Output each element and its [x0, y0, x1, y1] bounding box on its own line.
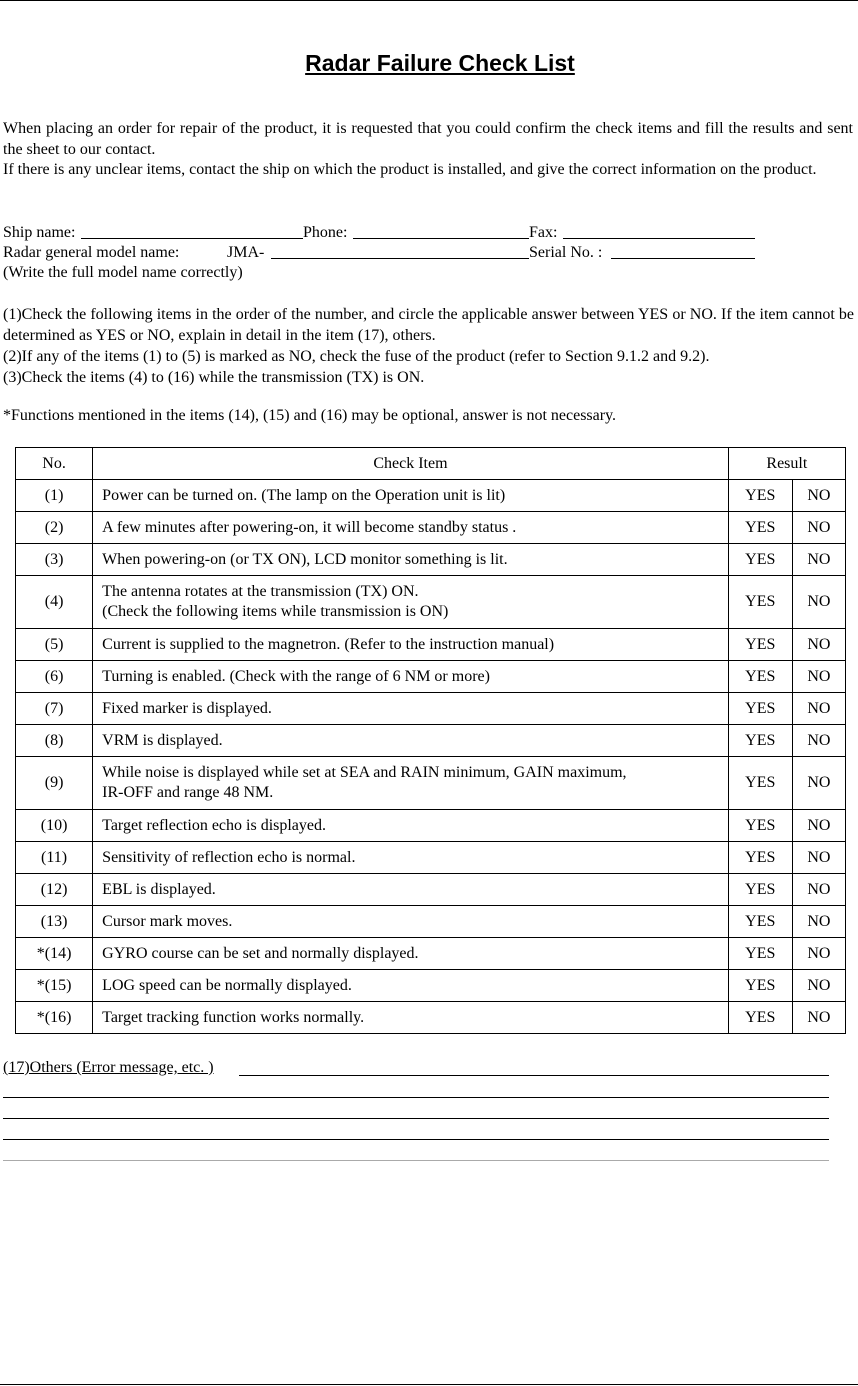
serial-label: Serial No. : — [529, 244, 603, 261]
check-item — [93, 512, 729, 544]
table-row — [16, 810, 846, 842]
intro-paragraph: If there is any unclear items, contact the ship on which the product is installed, and give the correct information on the product. — [3, 161, 817, 178]
serial-field[interactable] — [611, 243, 755, 259]
header-result: Result — [728, 448, 845, 480]
yes-option[interactable]: YES — [728, 938, 792, 970]
intro-paragraph: When placing an order for repair of the product, it is requested that you could confirm the check items and fill the results and sent the sheet to our contact. — [3, 120, 853, 158]
check-item — [93, 757, 729, 810]
no-option[interactable]: NO — [792, 938, 845, 970]
check-item — [93, 842, 729, 874]
phone-field[interactable] — [353, 223, 529, 239]
yes-option[interactable]: YES — [728, 629, 792, 661]
table-row — [16, 629, 846, 661]
check-item-text: Target tracking function works normally. — [102, 1008, 365, 1026]
row-number: (2) — [16, 512, 93, 544]
model-prefix: JMA- — [227, 244, 265, 261]
table-header-row — [16, 448, 846, 480]
no-option[interactable]: NO — [792, 1002, 845, 1034]
row-number: (6) — [16, 661, 93, 693]
table-row — [16, 693, 846, 725]
yes-option[interactable]: YES — [728, 757, 792, 810]
table-row — [16, 970, 846, 1002]
check-item-text: Sensitivity of reflection echo is normal. — [102, 848, 356, 866]
check-item-text: When powering-on (or TX ON), LCD monitor something is lit. — [102, 550, 508, 568]
check-item — [93, 938, 729, 970]
no-option[interactable]: NO — [792, 693, 845, 725]
check-item-text: Power can be turned on. (The lamp on the Operation unit is lit) — [102, 486, 506, 504]
yes-option[interactable]: YES — [728, 842, 792, 874]
model-note: (Write the full model name correctly) — [3, 264, 243, 281]
row-number: (8) — [16, 725, 93, 757]
check-table — [15, 447, 846, 1034]
instruction-2: (2)If any of the items (1) to (5) is marked as NO, check the fuse of the product (refer to Section 9.1.2 and 9.2). — [3, 348, 710, 365]
header-check-item: Check Item — [93, 448, 729, 480]
row-number: (11) — [16, 842, 93, 874]
instruction-1: (1)Check the following items in the order of the number, and circle the applicable answer between YES or NO. If the item cannot be determined as YES or NO, explain in detail in the item (17), others. — [3, 306, 854, 344]
fax-label: Fax: — [529, 224, 558, 241]
yes-option[interactable]: YES — [728, 512, 792, 544]
table-row — [16, 661, 846, 693]
page-title: Radar Failure Check List — [305, 50, 575, 76]
yes-option[interactable]: YES — [728, 693, 792, 725]
yes-option[interactable]: YES — [728, 576, 792, 629]
row-number: (5) — [16, 629, 93, 661]
instructions — [3, 304, 854, 388]
table-row — [16, 576, 846, 629]
check-item-text: Fixed marker is displayed. — [102, 699, 272, 717]
yes-option[interactable]: YES — [728, 725, 792, 757]
check-item-text: (Check the following items while transmission is ON) — [102, 603, 449, 620]
check-item-text: EBL is displayed. — [102, 880, 216, 898]
table-row — [16, 1002, 846, 1034]
model-name-field[interactable] — [271, 243, 529, 259]
no-option[interactable]: NO — [792, 725, 845, 757]
yes-option[interactable]: YES — [728, 810, 792, 842]
no-option[interactable]: NO — [792, 757, 845, 810]
check-item — [93, 693, 729, 725]
check-item-text: Turning is enabled. (Check with the range of 6 NM or more) — [102, 667, 490, 685]
no-option[interactable]: NO — [792, 480, 845, 512]
check-item — [93, 1002, 729, 1034]
no-option[interactable]: NO — [792, 544, 845, 576]
header-no: No. — [16, 448, 93, 480]
no-option[interactable]: NO — [792, 906, 845, 938]
check-item — [93, 874, 729, 906]
row-number: (12) — [16, 874, 93, 906]
yes-option[interactable]: YES — [728, 970, 792, 1002]
no-option[interactable]: NO — [792, 512, 845, 544]
check-item-text: Cursor mark moves. — [102, 912, 233, 930]
row-number: (13) — [16, 906, 93, 938]
others-section — [3, 1058, 829, 1161]
check-item — [93, 970, 729, 1002]
ship-name-field[interactable] — [81, 223, 303, 239]
row-number: (4) — [16, 576, 93, 629]
fax-field[interactable] — [563, 223, 755, 239]
row-number: (10) — [16, 810, 93, 842]
check-item-text: VRM is displayed. — [102, 731, 223, 749]
check-item-text: Current is supplied to the magnetron. (Refer to the instruction manual) — [102, 635, 555, 653]
instruction-3: (3)Check the items (4) to (16) while the transmission (TX) is ON. — [3, 369, 425, 386]
top-rule — [0, 0, 858, 1]
check-item — [93, 725, 729, 757]
check-item — [93, 629, 729, 661]
no-option[interactable]: NO — [792, 810, 845, 842]
table-row — [16, 725, 846, 757]
check-item — [93, 661, 729, 693]
table-row — [16, 480, 846, 512]
yes-option[interactable]: YES — [728, 480, 792, 512]
check-item — [93, 544, 729, 576]
check-item-text: A few minutes after powering-on, it will become standby status . — [102, 518, 517, 536]
no-option[interactable]: NO — [792, 970, 845, 1002]
check-item — [93, 906, 729, 938]
check-item-text: LOG speed can be normally displayed. — [102, 976, 352, 994]
row-number: (9) — [16, 757, 93, 810]
info-fields — [3, 223, 853, 283]
row-number: *(16) — [16, 1002, 93, 1034]
no-option[interactable]: NO — [792, 576, 845, 629]
no-option[interactable]: NO — [792, 842, 845, 874]
check-item-text: While noise is displayed while set at SEA and RAIN minimum, GAIN maximum, — [102, 764, 627, 781]
table-row — [16, 906, 846, 938]
others-label: (17)Others (Error message, etc. ) — [3, 1059, 214, 1076]
table-row — [16, 938, 846, 970]
row-number: (7) — [16, 693, 93, 725]
others-line[interactable] — [239, 1075, 829, 1076]
no-option[interactable]: NO — [792, 874, 845, 906]
write-line[interactable] — [3, 1118, 829, 1119]
ship-name-label: Ship name: — [3, 224, 76, 241]
table-row — [16, 874, 846, 906]
check-item-text: IR-OFF and range 48 NM. — [102, 784, 274, 801]
table-row — [16, 544, 846, 576]
write-line[interactable] — [3, 1139, 829, 1140]
yes-option[interactable]: YES — [728, 1002, 792, 1034]
no-option[interactable]: NO — [792, 661, 845, 693]
check-item-text: Target reflection echo is displayed. — [102, 816, 327, 834]
table-row — [16, 757, 846, 810]
check-item-text: GYRO course can be set and normally displayed. — [102, 944, 419, 962]
check-item — [93, 480, 729, 512]
bottom-rule — [0, 1384, 858, 1385]
write-line[interactable] — [3, 1097, 829, 1098]
check-item — [93, 576, 729, 629]
yes-option[interactable]: YES — [728, 906, 792, 938]
check-item-text: The antenna rotates at the transmission (TX) ON. — [102, 583, 419, 600]
row-number: *(15) — [16, 970, 93, 1002]
table-row — [16, 842, 846, 874]
phone-label: Phone: — [303, 224, 348, 241]
yes-option[interactable]: YES — [728, 544, 792, 576]
yes-option[interactable]: YES — [728, 661, 792, 693]
radar-model-label: Radar general model name: — [3, 244, 180, 261]
check-item — [93, 810, 729, 842]
row-number: (1) — [16, 480, 93, 512]
table-row — [16, 512, 846, 544]
optional-note: *Functions mentioned in the items (14), (15) and (16) may be optional, answer is not necessary. — [3, 407, 617, 424]
row-number: *(14) — [16, 938, 93, 970]
no-option[interactable]: NO — [792, 629, 845, 661]
write-line[interactable] — [3, 1160, 829, 1161]
row-number: (3) — [16, 544, 93, 576]
yes-option[interactable]: YES — [728, 874, 792, 906]
intro-text — [3, 119, 853, 181]
